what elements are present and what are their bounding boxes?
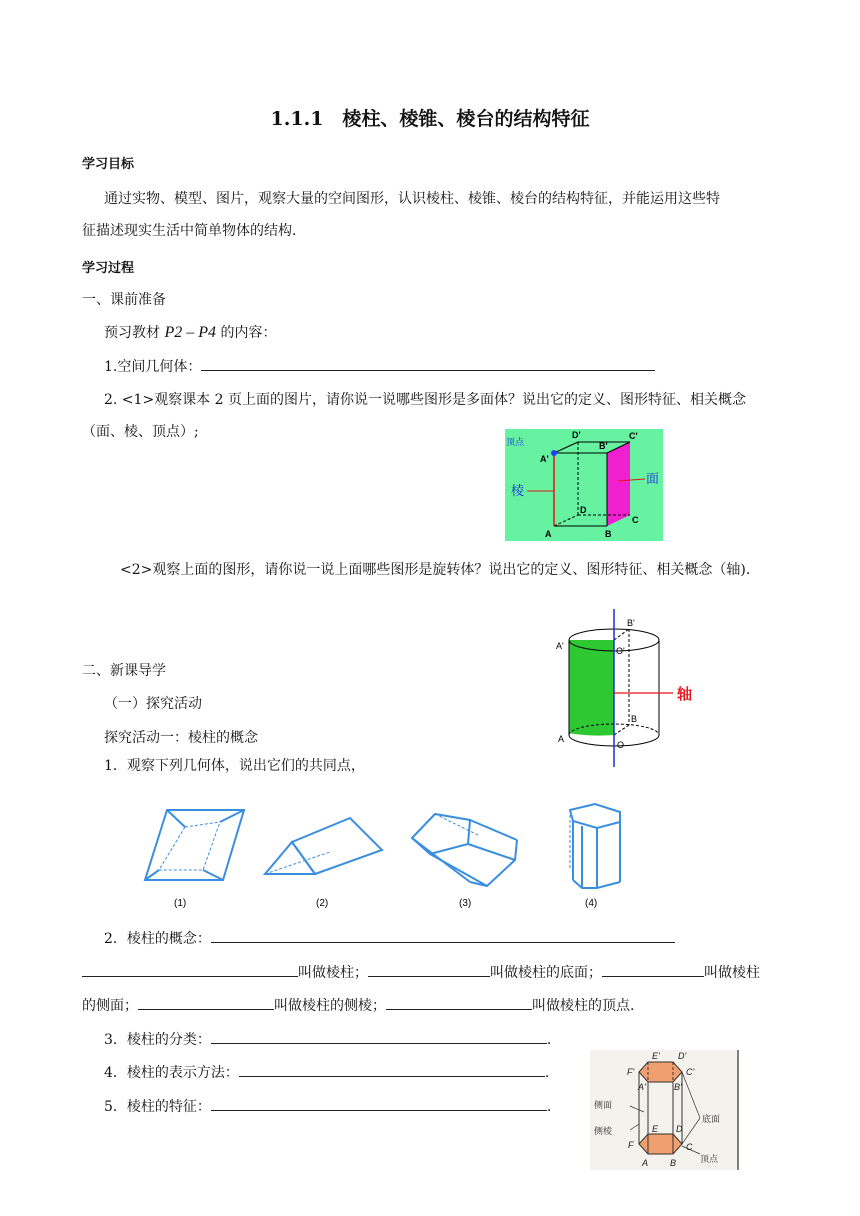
cylinder-section bbox=[569, 640, 614, 736]
preview-prefix: 预习教材 bbox=[104, 325, 160, 341]
q1-blank[interactable] bbox=[201, 358, 655, 371]
pt-B1: B' bbox=[627, 618, 635, 628]
solid-1 bbox=[145, 810, 244, 880]
classify-label: 3．棱柱的分类： bbox=[104, 1032, 211, 1048]
solid-caption-2: (2) bbox=[316, 898, 329, 909]
pt-O: O bbox=[617, 740, 625, 750]
concept-text-edge: 叫做棱柱的侧棱； bbox=[274, 998, 386, 1014]
pt-A: A bbox=[558, 734, 565, 744]
explore-activity-1: 探究活动一：棱柱的概念 bbox=[104, 730, 258, 746]
solid-caption-4: (4) bbox=[585, 898, 598, 909]
q2b-text: <2>观察上面的图形，请你说一说上面哪些图形是旋转体？说出它的定义、图形特征、相关概念（轴). bbox=[120, 562, 751, 578]
concept-text-base: 叫做棱柱的底面； bbox=[490, 965, 602, 981]
prism-vertex-label: 顶点 bbox=[700, 1154, 719, 1164]
solid-3 bbox=[412, 814, 517, 886]
q2-line2: （面、棱、顶点）; bbox=[82, 424, 199, 440]
pt-C1: C' bbox=[686, 1067, 695, 1077]
observe-prompt: 1．观察下列几何体，说出它们的共同点， bbox=[104, 758, 365, 774]
pt-B: B bbox=[631, 714, 638, 724]
pt-B1: B' bbox=[599, 441, 608, 451]
notation-blank[interactable] bbox=[239, 1064, 545, 1077]
classify-blank[interactable] bbox=[211, 1031, 547, 1044]
prism-side-edge-label: 侧棱 bbox=[594, 1126, 613, 1136]
goal-text-line1: 通过实物、模型、图片，观察大量的空间图形，认识棱柱、棱锥、棱台的结构特征，并能运用这些特 bbox=[104, 191, 720, 207]
pt-B: B bbox=[670, 1158, 677, 1168]
pt-B1: B' bbox=[674, 1082, 682, 1092]
goal-text-line2: 征描述现实生活中简单物体的结构. bbox=[82, 223, 297, 239]
concept-blank-edge[interactable] bbox=[138, 997, 274, 1010]
concept-text-prism: 叫做棱柱； bbox=[298, 965, 368, 981]
concept-line3 bbox=[82, 995, 634, 1015]
prism-side-face-label: 侧面 bbox=[594, 1100, 613, 1110]
concept-line1 bbox=[104, 928, 675, 948]
concept-blank-vertex[interactable] bbox=[386, 997, 532, 1010]
vertex-marker bbox=[551, 450, 557, 456]
concept-blank-base[interactable] bbox=[368, 964, 490, 977]
prism-figure bbox=[590, 1050, 742, 1172]
solid-2 bbox=[265, 818, 382, 874]
goal-heading: 学习目标 bbox=[82, 157, 135, 172]
prism-top-base bbox=[639, 1062, 682, 1082]
pt-B: B bbox=[605, 529, 612, 539]
classify-period: . bbox=[546, 1032, 552, 1048]
prism-bottom-base bbox=[639, 1134, 682, 1154]
pt-A1: A' bbox=[540, 454, 549, 464]
vertex-label: 顶点 bbox=[506, 437, 525, 447]
process-heading: 学习过程 bbox=[82, 261, 135, 276]
pt-C1: C' bbox=[629, 431, 638, 441]
new-lesson-heading: 二、新课导学 bbox=[82, 663, 166, 679]
concept-text-sideface: 的侧面； bbox=[82, 998, 138, 1014]
classify-line bbox=[104, 1029, 551, 1049]
pt-E1: E' bbox=[652, 1051, 660, 1061]
cube-face-highlight bbox=[607, 442, 630, 526]
pt-D1: D' bbox=[572, 430, 581, 440]
pt-C: C bbox=[686, 1142, 693, 1152]
pt-F: F bbox=[628, 1140, 634, 1150]
preview-pages: P2 – P4 bbox=[164, 324, 216, 341]
axis-label: 轴 bbox=[677, 686, 693, 703]
notation-line bbox=[104, 1062, 549, 1082]
edge-label: 棱 bbox=[511, 483, 525, 498]
pt-A1: A' bbox=[638, 1082, 646, 1092]
concept-blank-side[interactable] bbox=[602, 964, 704, 977]
face-label: 面 bbox=[646, 471, 660, 486]
pt-A: A bbox=[545, 529, 552, 539]
pt-D: D bbox=[676, 1124, 683, 1134]
concept-line2 bbox=[82, 962, 760, 982]
concept-label: 2．棱柱的概念： bbox=[104, 931, 211, 947]
feature-period: . bbox=[546, 1099, 552, 1115]
pt-A1: A' bbox=[556, 641, 564, 651]
pt-O1: O' bbox=[616, 646, 625, 656]
pt-C: C bbox=[632, 515, 639, 525]
solid-caption-3: (3) bbox=[459, 898, 472, 909]
feature-label: 5．棱柱的特征： bbox=[104, 1099, 211, 1115]
pt-D: D bbox=[580, 505, 587, 515]
solid-caption-1: (1) bbox=[174, 898, 187, 909]
solids-row bbox=[130, 800, 650, 912]
prep-heading: 一、课前准备 bbox=[82, 292, 166, 308]
notation-label: 4．棱柱的表示方法： bbox=[104, 1065, 239, 1081]
cylinder-figure bbox=[553, 607, 703, 767]
preview-line bbox=[104, 322, 276, 342]
page-title: 1.1.1 棱柱、棱锥、棱台的结构特征 bbox=[270, 108, 590, 130]
pt-F1: F' bbox=[627, 1067, 635, 1077]
solid-4 bbox=[570, 804, 620, 888]
notation-period: . bbox=[544, 1065, 550, 1081]
feature-line bbox=[104, 1096, 551, 1116]
preview-suffix: 的内容： bbox=[220, 325, 277, 341]
concept-blank[interactable] bbox=[211, 930, 675, 943]
cube-figure bbox=[505, 429, 663, 541]
cube-background bbox=[505, 429, 663, 541]
concept-text-vertex: 叫做棱柱的顶点. bbox=[532, 998, 635, 1014]
prism-base-label: 底面 bbox=[702, 1114, 721, 1124]
pt-E: E bbox=[652, 1124, 659, 1134]
concept-text-side: 叫做棱柱 bbox=[704, 965, 760, 981]
explore-heading: （一）探究活动 bbox=[104, 696, 202, 712]
q1-label: 1.空间几何体： bbox=[104, 359, 202, 375]
concept-blank-prism[interactable] bbox=[82, 964, 298, 977]
q1-line bbox=[104, 356, 655, 376]
feature-blank[interactable] bbox=[211, 1098, 547, 1111]
pt-D1: D' bbox=[678, 1051, 687, 1061]
q2-line1: 2. <1>观察课本 2 页上面的图片，请你说一说哪些图形是多面体？说出它的定义、图形特征、相关概念 bbox=[104, 392, 746, 408]
pt-A: A bbox=[642, 1158, 649, 1168]
